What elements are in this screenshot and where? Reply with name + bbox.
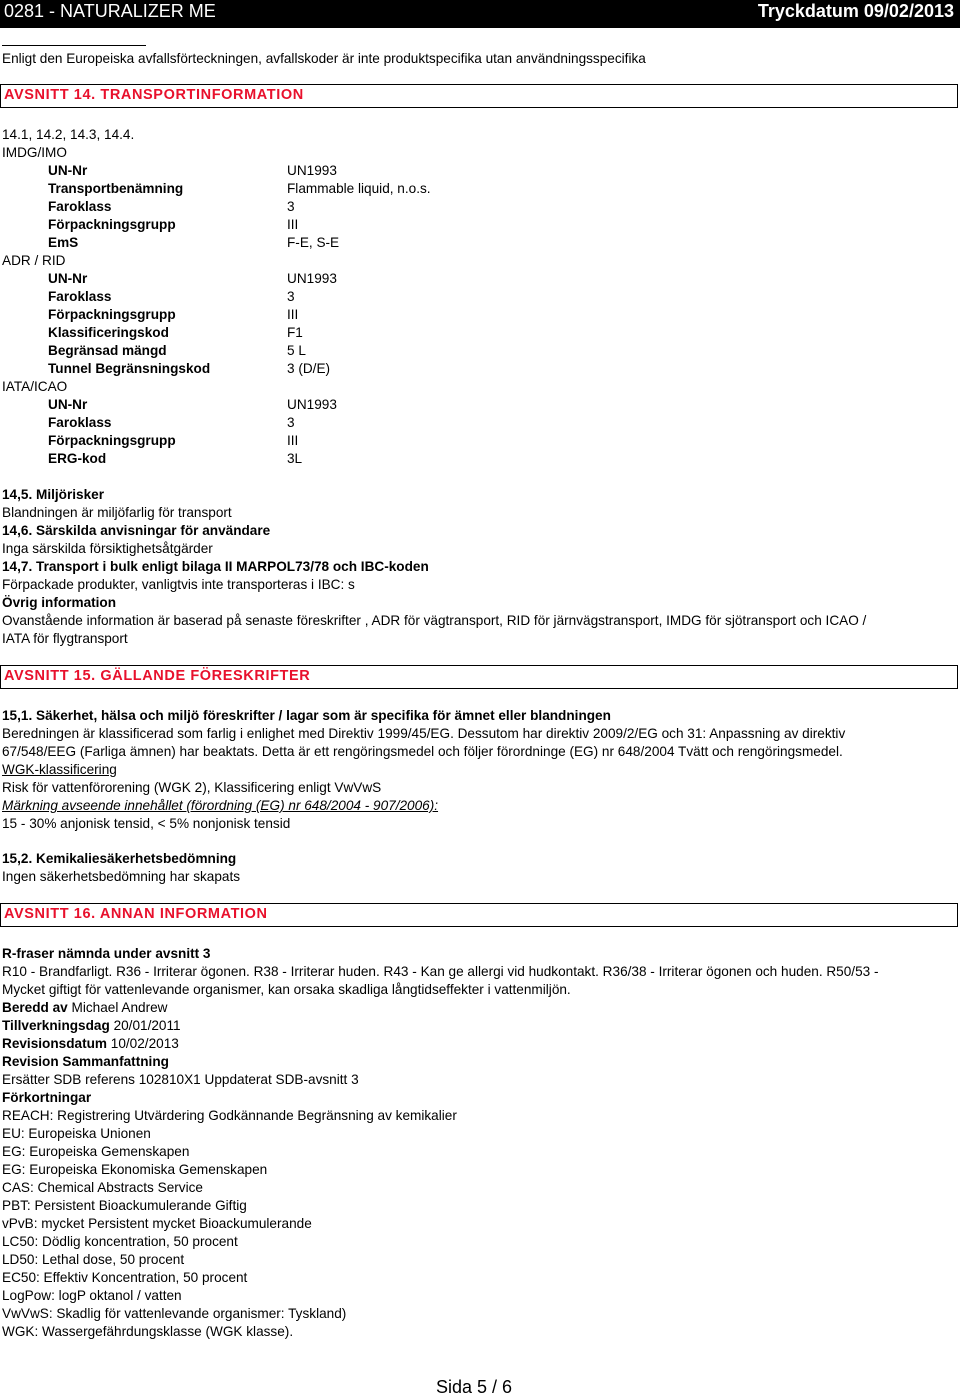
other-info-text: Ovanstående information är baserad på senaste föreskrifter , ADR för vägtransport, RID för järnvägstransport, IMDG för sjötransport och ICAO / — [2, 613, 867, 628]
iata-key: UN-Nr — [48, 397, 88, 412]
section-14-header — [0, 84, 958, 108]
iata-key: Förpackningsgrupp — [48, 433, 176, 448]
heading-15-1: 15,1. Säkerhet, hälsa och miljö föreskrifter / lagar som är specifika för ämnet eller blandningen — [2, 708, 611, 723]
heading-14-7: 14,7. Transport i bulk enligt bilaga II MARPOL73/78 och IBC-koden — [2, 559, 429, 574]
r-phrases-text: Mycket giftigt för vattenlevande organismer, kan orsaka skadliga långtidseffekter i vattenmiljön. — [2, 982, 571, 997]
heading-15-2: 15,2. Kemikaliesäkerhetsbedömning — [2, 851, 237, 866]
text-14-5: Blandningen är miljöfarlig för transport — [2, 505, 232, 520]
abbreviation-item: EU: Europeiska Unionen — [2, 1126, 151, 1141]
imdg-key: Faroklass — [48, 199, 112, 214]
imdg-value: III — [287, 217, 299, 232]
imdg-key: EmS — [48, 235, 79, 250]
text-15-2: Ingen säkerhetsbedömning har skapats — [2, 869, 241, 884]
prepared-by-value: Michael Andrew — [71, 1000, 168, 1015]
iata-value: 3 — [287, 415, 295, 430]
labeling-text: 15 - 30% anjonisk tensid, < 5% nonjonisk tensid — [2, 816, 291, 831]
abbreviation-item: LogPow: logP oktanol / vatten — [2, 1288, 182, 1303]
abbreviation-item: WGK: Wassergefährdungsklasse (WGK klasse). — [2, 1324, 294, 1339]
adr-value: F1 — [287, 325, 303, 340]
imdg-key: Transportbenämning — [48, 181, 184, 196]
document-title: 0281 - NATURALIZER ME — [4, 1, 216, 21]
adr-label: ADR / RID — [2, 253, 66, 268]
adr-value: 3 — [287, 289, 295, 304]
intro-text: Enligt den Europeiska avfallsförteckningen, avfallskoder är inte produktspecifika utan användningsspecifika — [2, 51, 646, 66]
imdg-label: IMDG/IMO — [2, 145, 67, 160]
abbreviations-heading: Förkortningar — [2, 1090, 92, 1105]
page-number: Sida 5 / 6 — [436, 1377, 513, 1397]
abbreviation-item: EG: Europeiska Gemenskapen — [2, 1144, 190, 1159]
text-15-1: 67/548/EEG (Farliga ämnen) har beaktats. Detta är ett rengöringsmedel och följer förordninge (EG) nr 648/2004 Tvätt och rengöringsmedel. — [2, 744, 843, 759]
prepared-by-label: Beredd av — [2, 1000, 68, 1015]
iata-label: IATA/ICAO — [2, 379, 68, 394]
abbreviation-item: REACH: Registrering Utvärdering Godkännande Begränsning av kemikalier — [2, 1108, 457, 1123]
adr-value: UN1993 — [287, 271, 337, 286]
section-16-title: AVSNITT 16. ANNAN INFORMATION — [4, 906, 268, 922]
r-phrases-text: R10 - Brandfarligt. R36 - Irriterar ögonen. R38 - Irriterar huden. R43 - Kan ge allergi vid hudkontakt. R36/38 - Irriterar ögonen och huden. R50/53 - — [2, 964, 879, 979]
revision-date — [2, 1035, 179, 1053]
labeling-heading: Märkning avseende innehållet (förordning (EG) nr 648/2004 - 907/2006): — [2, 798, 439, 813]
imdg-value: F-E, S-E — [287, 235, 340, 250]
section-15-header — [0, 665, 958, 689]
revision-summary-heading: Revision Sammanfattning — [2, 1054, 169, 1069]
iata-key: Faroklass — [48, 415, 112, 430]
iata-value: UN1993 — [287, 397, 337, 412]
r-phrases-heading: R-fraser nämnda under avsnitt 3 — [2, 946, 211, 961]
adr-key: Begränsad mängd — [48, 343, 167, 358]
adr-key: Förpackningsgrupp — [48, 307, 176, 322]
section-16-header — [0, 903, 958, 927]
imdg-key: Förpackningsgrupp — [48, 217, 176, 232]
heading-14-5: 14,5. Miljörisker — [2, 487, 105, 502]
wgk-heading: WGK-klassificering — [2, 762, 117, 777]
other-info-heading: Övrig information — [2, 595, 117, 610]
abbreviation-item: PBT: Persistent Bioackumulerande Giftig — [2, 1198, 247, 1213]
abbreviation-item: VwVwS: Skadlig för vattenlevande organismer: Tyskland) — [2, 1306, 347, 1321]
revision-summary-text: Ersätter SDB referens 102810X1 Uppdaterat SDB-avsnitt 3 — [2, 1072, 359, 1087]
imdg-value: Flammable liquid, n.o.s. — [287, 181, 431, 196]
adr-value: III — [287, 307, 299, 322]
adr-key: Klassificeringskod — [48, 325, 169, 340]
prepared-by — [2, 999, 167, 1017]
manufacture-date-label: Tillverkningsdag — [2, 1018, 110, 1033]
manufacture-date — [2, 1017, 181, 1035]
divider — [2, 45, 146, 46]
adr-value: 3 (D/E) — [287, 361, 331, 376]
adr-key: UN-Nr — [48, 271, 88, 286]
text-14-6: Inga särskilda försiktighetsåtgärder — [2, 541, 213, 556]
imdg-value: UN1993 — [287, 163, 337, 178]
abbreviation-item: EG: Europeiska Ekonomiska Gemenskapen — [2, 1162, 268, 1177]
abbreviation-item: LD50: Lethal dose, 50 procent — [2, 1252, 185, 1267]
section-14-title: AVSNITT 14. TRANSPORTINFORMATION — [4, 87, 304, 103]
heading-14-6: 14,6. Särskilda anvisningar för användare — [2, 523, 271, 538]
imdg-value: 3 — [287, 199, 295, 214]
iata-key: ERG-kod — [48, 451, 107, 466]
iata-value: 3L — [287, 451, 303, 466]
abbreviation-item: CAS: Chemical Abstracts Service — [2, 1180, 203, 1195]
text-14-7: Förpackade produkter, vanligtvis inte transporteras i IBC: s — [2, 577, 355, 592]
abbreviation-item: vPvB: mycket Persistent mycket Bioackumulerande — [2, 1216, 312, 1231]
section-14-heading: 14.1, 14.2, 14.3, 14.4. — [2, 127, 135, 142]
imdg-key: UN-Nr — [48, 163, 88, 178]
revision-date-value: 10/02/2013 — [110, 1036, 179, 1051]
page-header — [0, 0, 960, 28]
wgk-text: Risk för vattenförorening (WGK 2), Klassificering enligt VwVwS — [2, 780, 382, 795]
abbreviation-item: LC50: Dödlig koncentration, 50 procent — [2, 1234, 238, 1249]
text-15-1: Beredningen är klassificerad som farlig i enlighet med Direktiv 1999/45/EG. Dessutom har direktiv 2009/2/EG och 31: Anpassning av direktiv — [2, 726, 846, 741]
manufacture-date-value: 20/01/2011 — [113, 1018, 181, 1033]
adr-value: 5 L — [287, 343, 306, 358]
adr-key: Tunnel Begränsningskod — [48, 361, 211, 376]
adr-key: Faroklass — [48, 289, 112, 304]
iata-value: III — [287, 433, 299, 448]
other-info-text: IATA för flygtransport — [2, 631, 128, 646]
abbreviation-item: EC50: Effektiv Koncentration, 50 procent — [2, 1270, 248, 1285]
section-15-title: AVSNITT 15. GÄLLANDE FÖRESKRIFTER — [4, 668, 311, 684]
print-date: Tryckdatum 09/02/2013 — [757, 1, 954, 21]
revision-date-label: Revisionsdatum — [2, 1036, 107, 1051]
